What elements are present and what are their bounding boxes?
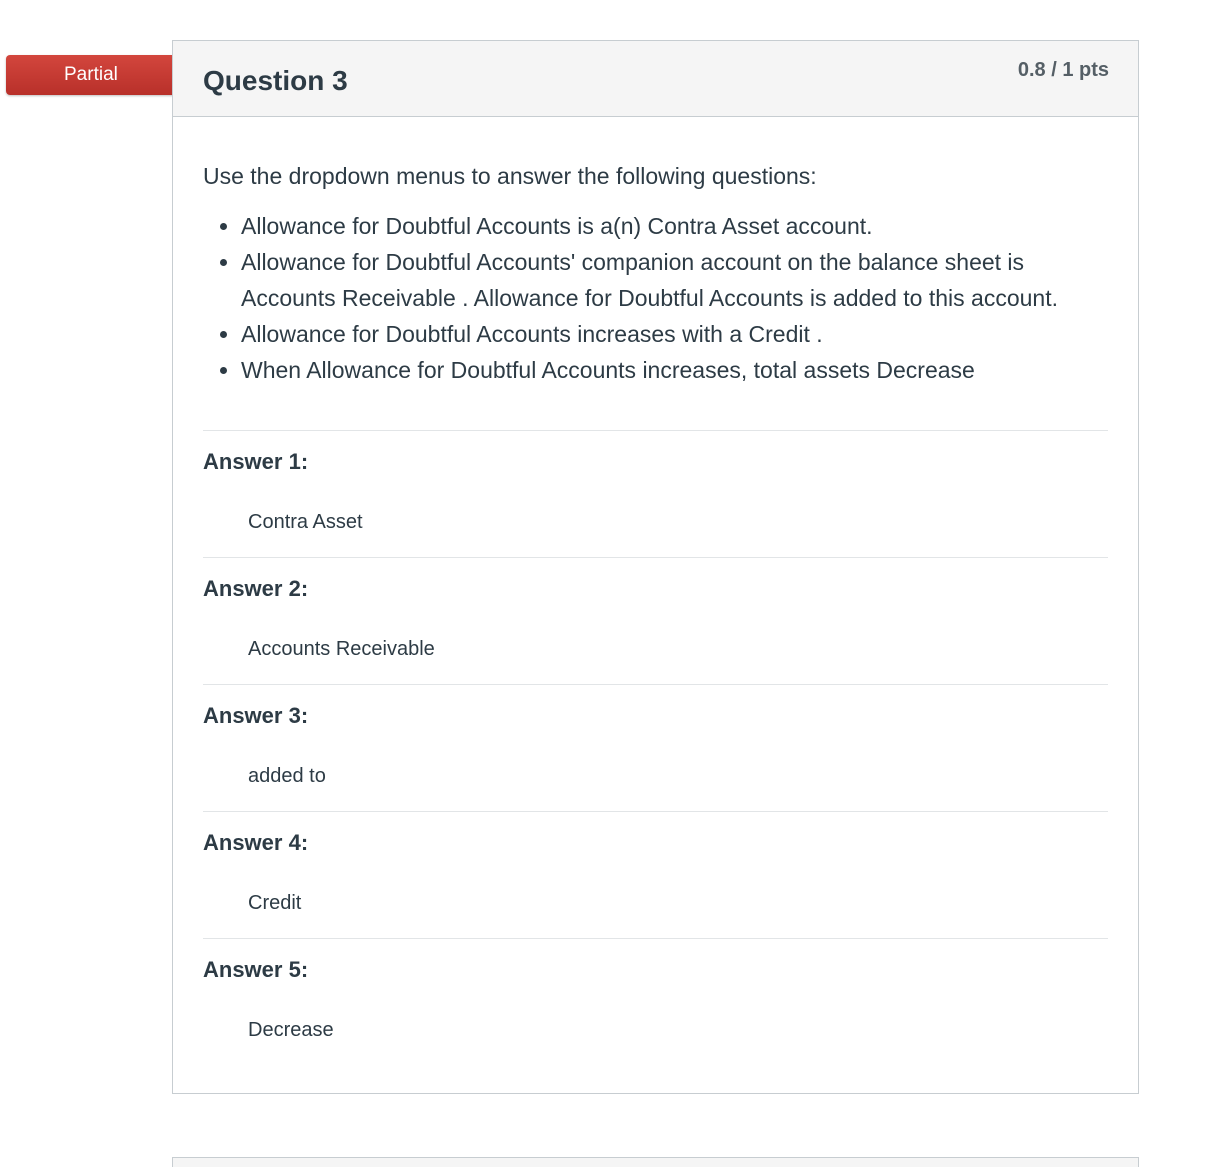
answer-block-5 <box>203 938 1108 1065</box>
status-label: Partial <box>64 64 118 85</box>
answer-value: Credit <box>248 892 302 914</box>
bullet-item: • Allowance for Doubtful Accounts increases with a Credit . <box>241 316 1108 352</box>
partial-status-flag <box>6 55 176 95</box>
answer-value: Accounts Receivable <box>248 638 435 660</box>
question-bullet-list <box>203 208 1108 388</box>
question-title: Question 3 <box>203 65 348 96</box>
answer-value: Decrease <box>248 1019 334 1041</box>
question-card <box>172 40 1139 1094</box>
answer-block-3 <box>203 684 1108 811</box>
bullet-item: • When Allowance for Doubtful Accounts increases, total assets Decrease <box>241 352 1108 388</box>
next-question-card <box>172 1157 1139 1167</box>
answer-block-4 <box>203 811 1108 938</box>
question-body <box>203 163 1108 388</box>
bullet-item: • Allowance for Doubtful Accounts is a(n) Contra Asset account. <box>241 208 1108 244</box>
answer-value: Contra Asset <box>248 511 363 533</box>
answer-label: Answer 4: <box>203 830 309 855</box>
question-prompt: Use the dropdown menus to answer the following questions: <box>203 163 817 189</box>
answer-label: Answer 1: <box>203 449 309 474</box>
answer-value: added to <box>248 765 326 787</box>
question-header <box>173 41 1138 117</box>
answer-label: Answer 5: <box>203 957 309 982</box>
answer-label: Answer 3: <box>203 703 309 728</box>
question-points: 0.8 / 1 pts <box>1017 59 1109 81</box>
answer-block-2 <box>203 557 1108 684</box>
answer-label: Answer 2: <box>203 576 309 601</box>
answer-block-1 <box>203 430 1108 557</box>
answers-list <box>203 430 1108 1065</box>
bullet-item: • Allowance for Doubtful Accounts' companion account on the balance sheet is Accounts Receivable . Allowance for Doubtful Accounts is added to this account. <box>241 244 1108 316</box>
